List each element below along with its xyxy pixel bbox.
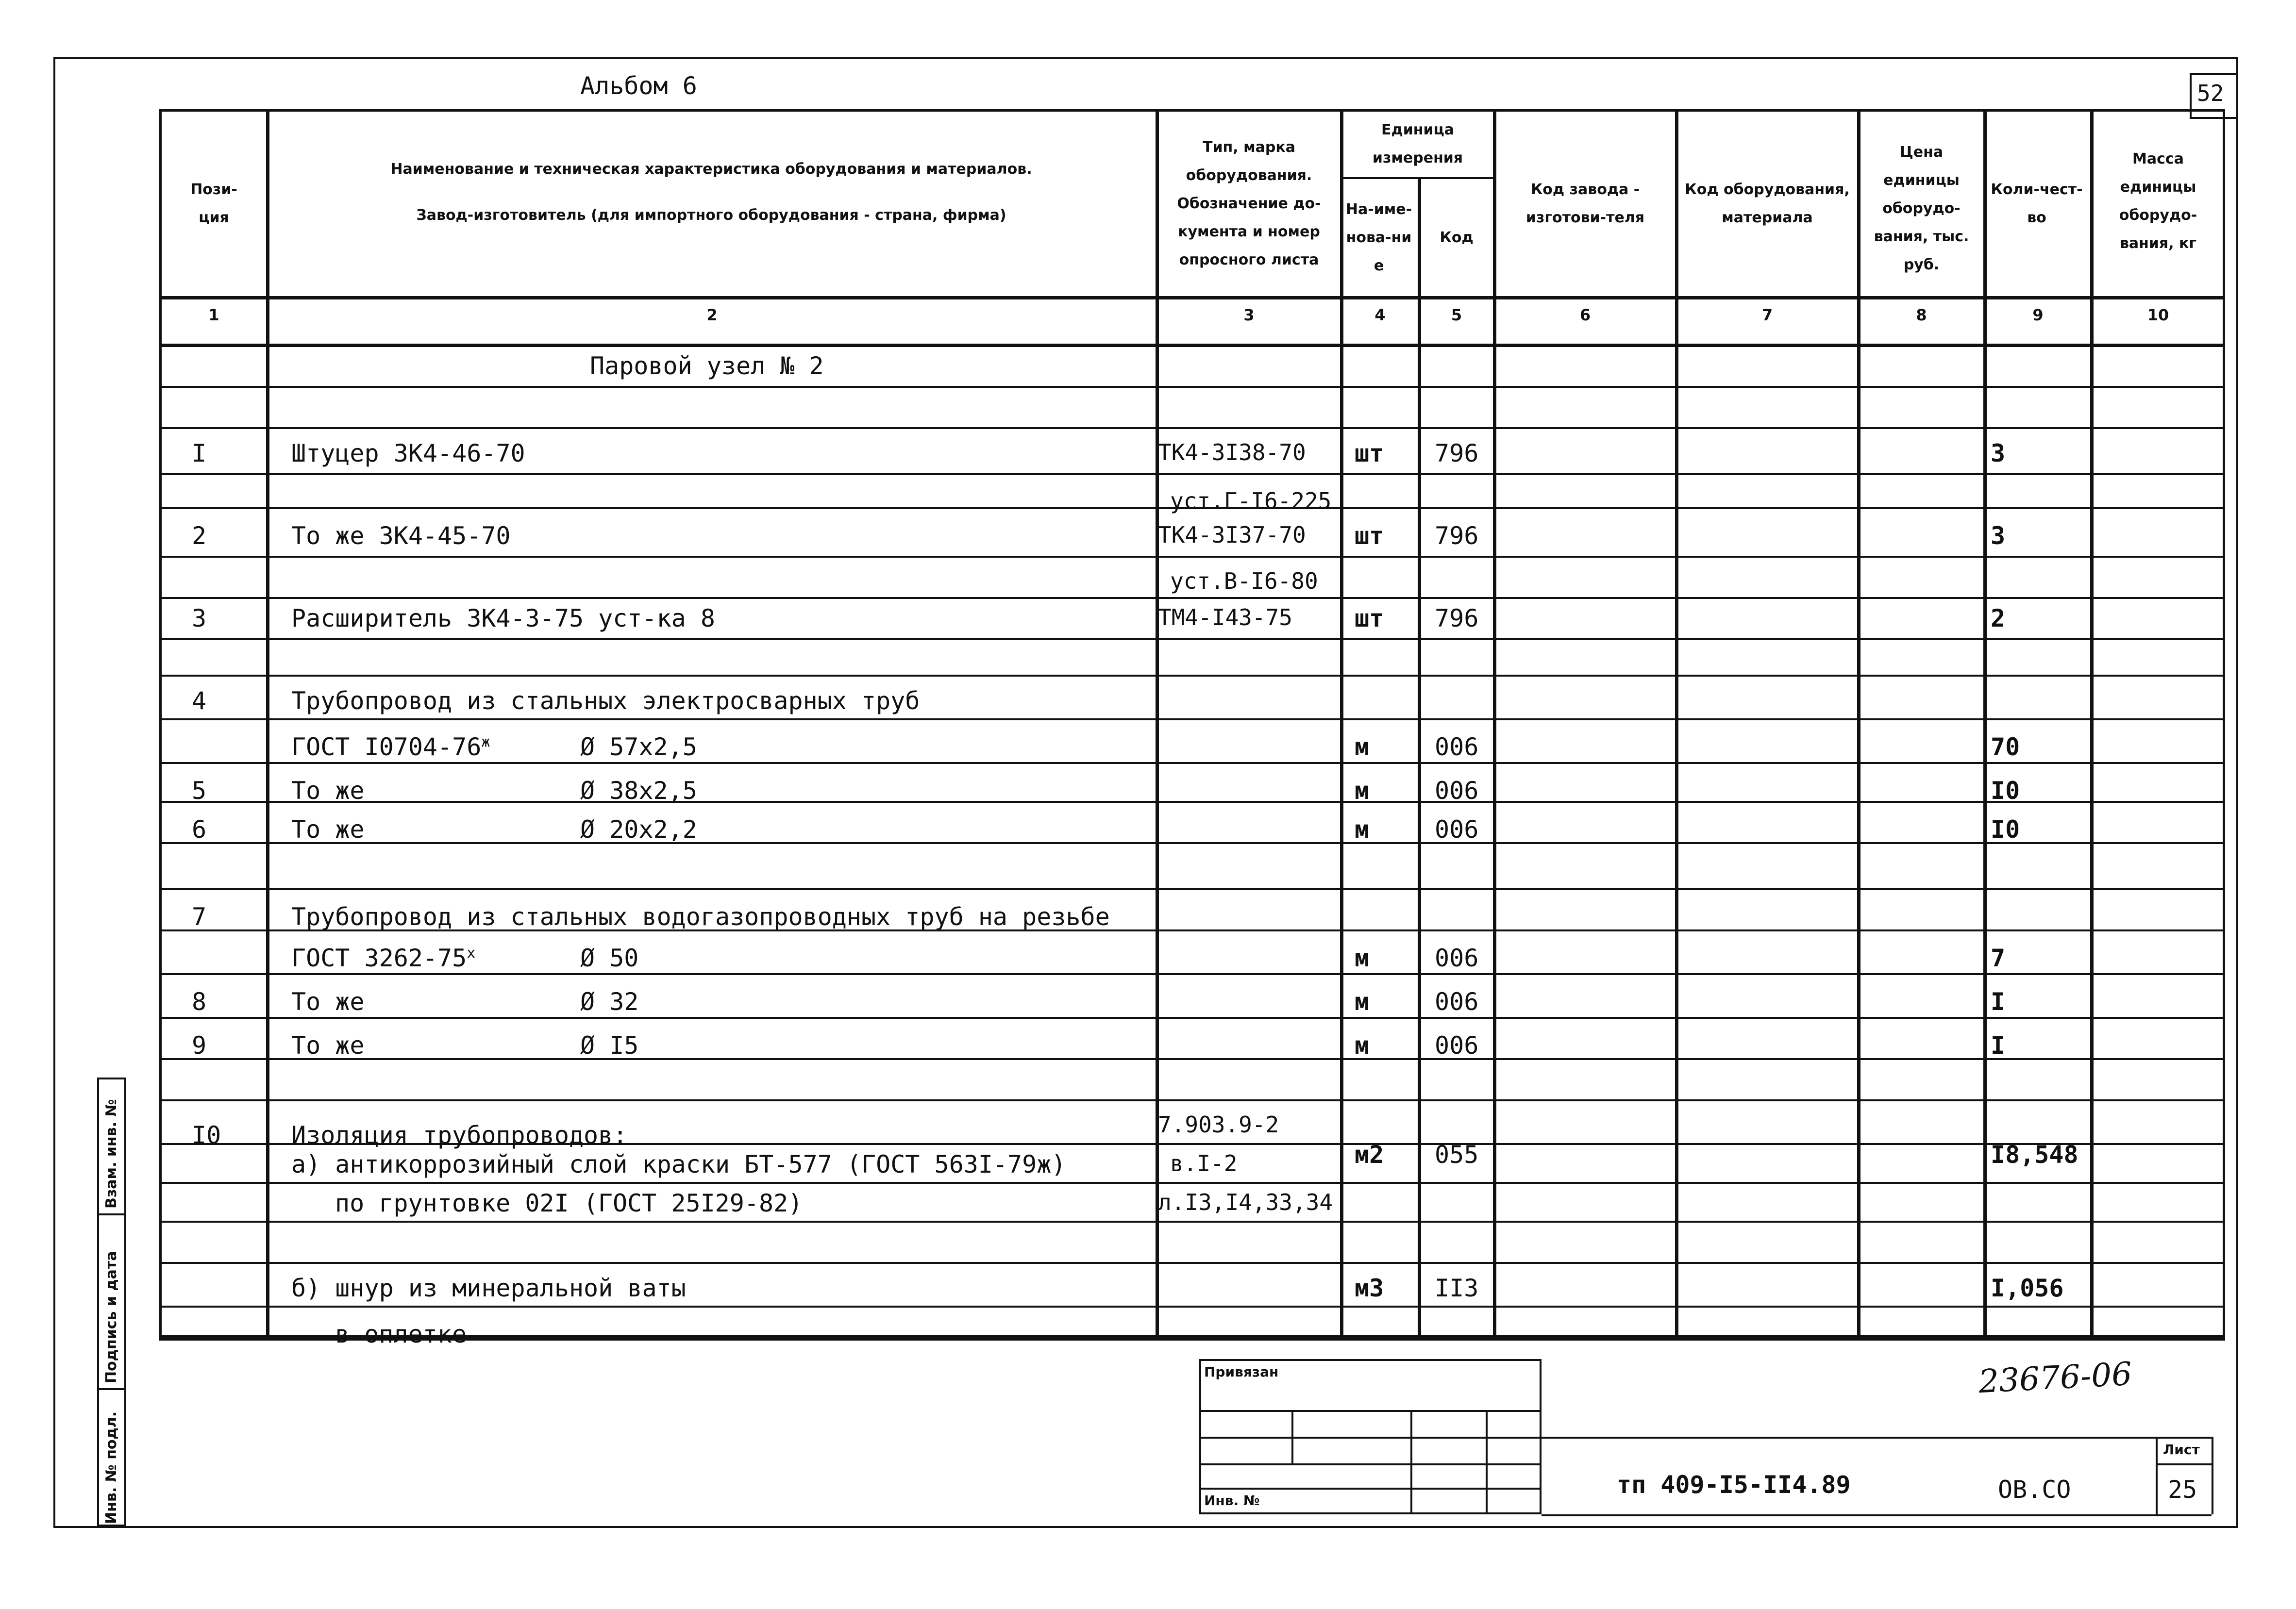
- row-unit-code: 006: [1435, 815, 1479, 844]
- row-unit-code: 006: [1435, 1031, 1479, 1060]
- row-name: Трубопровод из стальных электросварных труб: [291, 687, 920, 715]
- stamp-handwritten-number: 23676-06: [1978, 1355, 2133, 1401]
- row-document: л.I3,I4,33,34: [1158, 1189, 1333, 1215]
- row-name: б) шнур из минеральной ваты: [291, 1274, 686, 1302]
- row-divider: [159, 1099, 2225, 1101]
- row-position: 2: [192, 522, 207, 550]
- row-position: 7: [192, 903, 207, 931]
- column-number: 6: [1579, 306, 1591, 324]
- header-unit: Единица измерения: [1372, 121, 1463, 166]
- col-divider: [1493, 109, 1496, 1337]
- row-unit: шт: [1355, 522, 1384, 550]
- row-document: уст.Г-I6-225: [1170, 488, 1332, 514]
- row-position: 4: [192, 687, 207, 715]
- row-name: То же: [291, 815, 365, 844]
- stamp-line: [1199, 1488, 1542, 1490]
- side-stamp-divider: [97, 1213, 126, 1215]
- row-name: То же: [291, 777, 365, 805]
- row-quantity: I: [1991, 988, 2006, 1016]
- row-dimension: Ø 38х2,5: [580, 777, 697, 805]
- row-unit: шт: [1355, 439, 1384, 467]
- stamp-vline: [1410, 1410, 1412, 1514]
- row-unit-code: 006: [1435, 944, 1479, 972]
- column-number: 8: [1916, 306, 1927, 324]
- row-divider: [159, 801, 2225, 803]
- stamp-title-line: [1542, 1437, 2212, 1439]
- row-divider: [159, 1143, 2225, 1145]
- stamp-vline: [1291, 1410, 1293, 1463]
- row-document: ТМ4-I43-75: [1158, 604, 1292, 630]
- header-divider: [159, 296, 2225, 299]
- stamp-sheet-right: [2212, 1437, 2213, 1514]
- row-unit-code: 006: [1435, 988, 1479, 1016]
- row-divider: [159, 427, 2225, 429]
- row-unit-code: 796: [1435, 439, 1479, 467]
- row-quantity: I0: [1991, 815, 2020, 844]
- row-divider: [159, 556, 2225, 558]
- header-name-a: Наименование и техническая характеристика оборудования и материалов.: [390, 161, 1032, 178]
- row-divider: [159, 597, 2225, 599]
- row-divider: [159, 386, 2225, 388]
- row-dimension: Ø 20х2,2: [580, 815, 697, 844]
- stamp-section: ОВ.СО: [1998, 1476, 2071, 1504]
- row-divider: [159, 1017, 2225, 1019]
- row-unit: м: [1355, 944, 1370, 972]
- row-unit-code: 006: [1435, 733, 1479, 761]
- header-unit-name: На-име-нова-ние: [1345, 201, 1412, 274]
- row-name: Расширитель ЗК4-3-75 уст-ка 8: [291, 604, 715, 632]
- row-quantity: З: [1991, 522, 2006, 550]
- stamp-privyazan: Привязан: [1204, 1364, 1279, 1380]
- row-divider: [159, 973, 2225, 975]
- row-divider: [159, 1058, 2225, 1060]
- header-equipment-code: Код оборудования, материала: [1685, 181, 1850, 226]
- row-divider: [159, 638, 2225, 640]
- page-number: 52: [2197, 80, 2224, 106]
- header-type: Тип, марка оборудования. Обозначение до-кумента и номер опросного листа: [1177, 139, 1321, 268]
- stamp-sheet-label: Лист: [2163, 1442, 2200, 1458]
- col-divider: [266, 109, 269, 1337]
- side-label-podpis: Подпись и дата: [103, 1251, 120, 1383]
- header-plant-code: Код завода - изготови-теля: [1525, 181, 1645, 226]
- row-quantity: I8,548: [1991, 1141, 2078, 1169]
- row-unit: м: [1355, 988, 1370, 1016]
- col-divider: [1983, 109, 1987, 1337]
- row-unit-code: 006: [1435, 777, 1479, 805]
- column-number: 7: [1761, 306, 1773, 324]
- row-name: а) антикоррозийный слой краски БТ-577 (ГОСТ 563I-79ж): [291, 1150, 1066, 1178]
- row-dimension: Ø 50: [580, 944, 639, 972]
- row-quantity: I: [1991, 1031, 2006, 1060]
- column-number: 1: [208, 306, 219, 324]
- stamp-line: [1199, 1410, 1542, 1412]
- column-number: 10: [2147, 306, 2169, 324]
- row-divider: [159, 675, 2225, 677]
- row-unit-code: 796: [1435, 604, 1479, 632]
- header-mass: Масса единицы оборудо-вания, кг: [2119, 150, 2197, 252]
- row-document: 7.903.9-2: [1158, 1111, 1279, 1138]
- header-price: Цена единицы оборудо-вания, тыс. руб.: [1874, 144, 1969, 273]
- column-number: 4: [1374, 306, 1386, 324]
- row-unit: м: [1355, 1031, 1370, 1060]
- header-quantity: Коли-чест-во: [1991, 181, 2083, 226]
- col-divider: [1675, 109, 1678, 1337]
- row-name: Изоляция трубопроводов:: [291, 1121, 628, 1149]
- row-unit-code: 796: [1435, 522, 1479, 550]
- row-position: I: [192, 439, 207, 467]
- row-quantity: 2: [1991, 604, 2006, 632]
- superscript-mark: х: [467, 945, 476, 962]
- row-divider: [159, 473, 2225, 475]
- stamp-sheet-divider: [2156, 1437, 2158, 1514]
- row-name: Трубопровод из стальных водогазопроводных труб на резьбе: [291, 903, 1110, 931]
- row-divider: [159, 1182, 2225, 1184]
- row-dimension: Ø 57х2,5: [580, 733, 697, 761]
- stamp-inv-no: Инв. №: [1204, 1493, 1260, 1509]
- album-title: Альбом 6: [580, 72, 697, 100]
- stamp-sheet-line: [2156, 1463, 2212, 1465]
- row-document: уст.В-I6-80: [1170, 568, 1318, 594]
- row-dimension: Ø I5: [580, 1031, 639, 1060]
- superscript-mark: ж: [481, 733, 490, 751]
- row-name: Штуцер ЗК4-46-70: [291, 439, 525, 467]
- row-unit: м3: [1355, 1274, 1384, 1302]
- row-unit: м: [1355, 733, 1370, 761]
- row-dimension: Ø 32: [580, 988, 639, 1016]
- row-divider: [159, 888, 2225, 890]
- row-name: То же: [291, 1031, 365, 1060]
- column-number: 2: [706, 306, 718, 324]
- row-name: То же: [291, 988, 365, 1016]
- header-divider: [159, 344, 2225, 347]
- row-unit: м: [1355, 815, 1370, 844]
- side-label-vzam: Взам. инв. №: [103, 1099, 120, 1209]
- stamp-vline: [1486, 1410, 1488, 1514]
- col-divider: [1418, 177, 1421, 1337]
- header-unit-code: Код: [1440, 229, 1474, 246]
- col-divider: [1156, 109, 1159, 1337]
- column-number: 9: [2032, 306, 2044, 324]
- row-position: 6: [192, 815, 207, 844]
- stamp-line: [1199, 1463, 1542, 1465]
- row-divider: [159, 929, 2225, 931]
- stamp-doc-code: тп 409-I5-II4.89: [1617, 1471, 1851, 1499]
- side-stamp-divider: [97, 1388, 126, 1390]
- row-position: I0: [192, 1121, 221, 1149]
- row-name: То же ЗК4-45-70: [291, 522, 511, 550]
- section-title: Паровой узел № 2: [590, 352, 824, 380]
- stamp-sheet-number: 25: [2168, 1476, 2197, 1504]
- row-position: 3: [192, 604, 207, 632]
- row-unit: м2: [1355, 1141, 1384, 1169]
- column-number: 3: [1243, 306, 1255, 324]
- row-unit-code: 055: [1435, 1141, 1479, 1169]
- row-divider: [159, 1221, 2225, 1223]
- row-position: 8: [192, 988, 207, 1016]
- stamp-title-line: [1542, 1514, 2212, 1516]
- row-quantity: I,056: [1991, 1274, 2064, 1302]
- row-divider: [159, 507, 2225, 509]
- row-quantity: З: [1991, 439, 2006, 467]
- row-position: 9: [192, 1031, 207, 1060]
- row-position: 5: [192, 777, 207, 805]
- col-divider: [1857, 109, 1860, 1337]
- row-name: по грунтовке 02I (ГОСТ 25I29-82): [335, 1189, 803, 1217]
- row-name: ГОСТ $3262-75^х$: [291, 944, 476, 972]
- row-unit-code: II3: [1435, 1274, 1479, 1302]
- table-bottom-divider: [159, 1337, 2225, 1341]
- row-divider: [159, 1306, 2225, 1308]
- side-label-inv: Инв. № подл.: [103, 1411, 120, 1524]
- column-number: 5: [1451, 306, 1462, 324]
- stamp-line: [1199, 1437, 1542, 1439]
- row-document: ТК4-3I38-70: [1158, 439, 1306, 465]
- row-divider: [159, 1262, 2225, 1264]
- row-divider: [159, 718, 2225, 720]
- header-name-b: Завод-изготовитель (для импортного оборудования - страна, фирма): [416, 207, 1006, 224]
- row-document: ТК4-3I37-70: [1158, 522, 1306, 548]
- row-name: ГОСТ $I0704-76^ж$: [291, 733, 490, 761]
- row-unit: шт: [1355, 604, 1384, 632]
- header-position: Пози- ция: [190, 181, 237, 226]
- col-divider: [2090, 109, 2094, 1337]
- row-quantity: 70: [1991, 733, 2020, 761]
- row-name: в оплетке: [335, 1320, 467, 1348]
- row-document: в.I-2: [1170, 1150, 1238, 1177]
- row-divider: [159, 842, 2225, 844]
- row-divider: [159, 762, 2225, 764]
- row-unit: м: [1355, 777, 1370, 805]
- row-quantity: 7: [1991, 944, 2006, 972]
- row-quantity: I0: [1991, 777, 2020, 805]
- unit-header-divider: [1340, 177, 1493, 179]
